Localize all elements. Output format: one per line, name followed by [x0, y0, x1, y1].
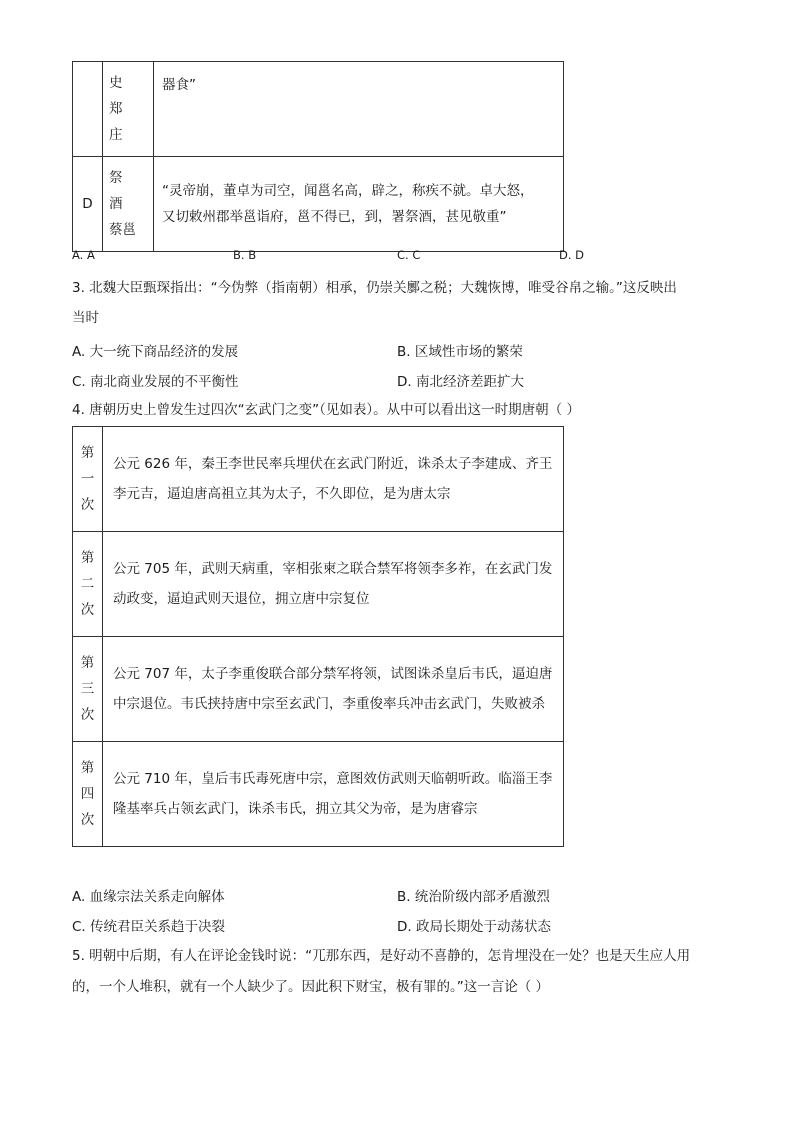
event-line: 公元 710 年，皇后韦氏毒死唐中宗，意图效仿武则天临朝听政。临淄王李	[113, 771, 553, 787]
q3-option-c: C. 南北商业发展的不平衡性	[72, 374, 239, 390]
q3-option-a: A. 大一统下商品经济的发展	[72, 344, 239, 360]
row-label	[73, 742, 103, 847]
q3-option-d: D. 南北经济差距扩大	[397, 374, 524, 390]
label-char: 三	[80, 681, 95, 697]
name-line: 庄	[109, 127, 123, 143]
label-char: 次	[80, 707, 95, 723]
label-char: 二	[80, 576, 95, 592]
person-name	[103, 157, 154, 252]
event-text	[103, 427, 564, 532]
q2-option-d: D. D	[559, 248, 585, 262]
event-line: 公元 707 年，太子李重俊联合部分禁军将领，试图诛杀皇后韦氏，逼迫唐	[113, 666, 553, 682]
event-line: 隆基率兵占领玄武门，诛杀韦氏，拥立其父为帝，是为唐睿宗	[113, 801, 478, 817]
row-label	[73, 532, 103, 637]
q4-table	[72, 426, 564, 847]
q3-stem-line2: 当时	[72, 310, 99, 326]
label-char: 第	[80, 550, 95, 566]
label-char: 第	[80, 445, 95, 461]
table-row	[73, 637, 564, 742]
event-line: 公元 705 年，武则天病重，宰相张柬之联合禁军将领李多祚，在玄武门发	[113, 561, 553, 577]
label-char: 第	[80, 760, 95, 776]
table-row	[73, 62, 564, 157]
table-row	[73, 532, 564, 637]
quote-cell: 器食”	[154, 62, 564, 157]
name-line: 祭酒	[109, 170, 131, 212]
q4-option-d: D. 政局长期处于动荡状态	[397, 919, 551, 935]
row-letter	[73, 62, 103, 157]
label-char: 一	[80, 471, 95, 487]
quote-line: “灵帝崩，董卓为司空，闻邕名高，辟之，称疾不就。卓大怒，	[162, 183, 534, 199]
event-line: 中宗退位。韦氏挟持唐中宗至玄武门，李重俊率兵冲击玄武门，失败被杀	[113, 696, 545, 712]
label-char: 次	[80, 812, 95, 828]
label-char: 第	[80, 655, 95, 671]
q4-stem: 4. 唐朝历史上曾发生过四次“玄武门之变”（见如表）。从中可以看出这一时期唐朝（ ）	[72, 402, 580, 418]
label-char: 次	[80, 497, 95, 513]
q3-stem-line1: 3. 北魏大臣甄琛指出：“今伪弊（指南朝）相承，仍崇关鄽之税；大魏恢博，唯受谷帛之输。”这反映出	[72, 280, 677, 296]
event-line: 李元吉，逼迫唐高祖立其为太子，不久即位，是为唐太宗	[113, 486, 451, 502]
quote-cell	[154, 157, 564, 252]
q2-option-c: C. C	[397, 248, 421, 262]
table-row	[73, 427, 564, 532]
name-line: 蔡邕	[109, 222, 136, 238]
label-char: 次	[80, 602, 95, 618]
q5-stem-line2: 的，一个人堆积，就有一个人缺少了。因此积下财宝，极有罪的。”这一言论（ ）	[72, 979, 550, 995]
label-char: 四	[80, 786, 95, 802]
q5-stem-line1: 5. 明朝中后期，有人在评论金钱时说：“兀那东西，是好动不喜静的，怎肯埋没在一处？也是天生应人用	[72, 948, 691, 964]
q3-option-b: B. 区域性市场的繁荣	[397, 344, 523, 360]
row-letter: D	[73, 157, 103, 252]
table-row	[73, 742, 564, 847]
row-label	[73, 637, 103, 742]
person-name	[103, 62, 154, 157]
name-line: 史郑	[109, 75, 131, 117]
q2-option-a: A. A	[72, 248, 95, 262]
q4-option-c: C. 传统君臣关系趋于决裂	[72, 919, 226, 935]
event-text	[103, 637, 564, 742]
q2-option-b: B. B	[233, 248, 257, 262]
event-line: 公元 626 年，秦王李世民率兵埋伏在玄武门附近，诛杀太子李建成、齐王	[113, 456, 553, 472]
quote-line: 又切敕州郡举邕诣府，邕不得已，到，署祭酒，甚见敬重”	[162, 209, 507, 225]
q4-option-b: B. 统治阶级内部矛盾激烈	[397, 889, 550, 905]
q4-option-a: A. 血缘宗法关系走向解体	[72, 889, 225, 905]
event-line: 动政变，逼迫武则天退位，拥立唐中宗复位	[113, 591, 370, 607]
event-text	[103, 742, 564, 847]
q2-table	[72, 61, 564, 252]
event-text	[103, 532, 564, 637]
table-row	[73, 157, 564, 252]
row-label	[73, 427, 103, 532]
